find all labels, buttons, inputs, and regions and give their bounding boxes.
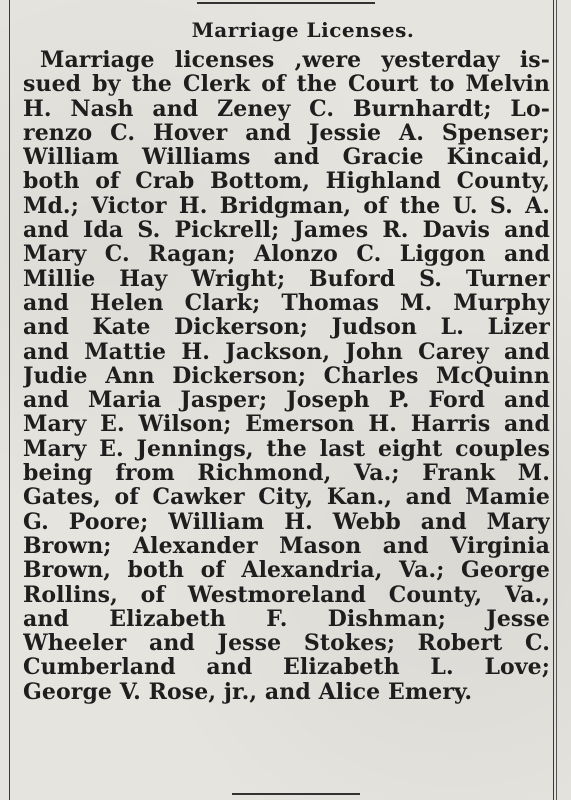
column-rule-left — [9, 0, 10, 800]
body-line: William Williams and Gracie Kincaid, — [23, 145, 550, 170]
body-line: Cumberland and Elizabeth L. Love; — [23, 655, 550, 680]
body-line: Rollins, of Westmoreland County, Va., — [23, 582, 550, 607]
body-line: and Elizabeth F. Dishman; Jesse — [23, 606, 550, 632]
body-line: renzo C. Hover and Jessie A. Spenser; — [23, 120, 550, 146]
body-line: both of Crab Bottom, Highland County, — [23, 169, 550, 194]
body-line: and Maria Jasper; Joseph P. Ford and — [23, 388, 550, 413]
body-line: Judie Ann Dickerson; Charles McQuinn — [23, 363, 550, 389]
body-line: Md.; Victor H. Bridgman, of the U. S. A. — [23, 193, 550, 219]
body-line: and Ida S. Pickrell; James R. Davis and — [23, 218, 550, 243]
body-line: Mary E. Wilson; Emerson H. Harris and — [23, 412, 550, 437]
bottom-divider — [232, 793, 360, 795]
body-line: and Kate Dickerson; Judson L. Lizer — [23, 315, 550, 340]
body-line: George V. Rose, jr., and Alice Emery. — [23, 679, 473, 705]
article-headline: Marriage Licenses. — [191, 18, 415, 42]
body-line: Brown, both of Alexandria, Va.; George — [23, 558, 550, 583]
body-line: Mary E. Jennings, the last eight couples — [23, 436, 550, 462]
article — [23, 14, 550, 705]
body-line: Marriage licenses ,were yesterday is- — [40, 48, 550, 73]
body-line: Brown; Alexander Mason and Virginia — [23, 533, 550, 559]
body-line: Millie Hay Wright; Buford S. Turner — [23, 266, 550, 291]
column-rule-right — [553, 0, 554, 800]
body-line: and Helen Clark; Thomas M. Murphy — [23, 290, 550, 316]
body-line: Gates, of Cawker City, Kan., and Mamie — [23, 485, 550, 510]
body-line: sued by the Clerk of the Court to Melvin — [23, 72, 550, 97]
body-line: H. Nash and Zeney C. Burnhardt; Lo- — [23, 96, 550, 121]
top-divider — [197, 2, 375, 4]
article-body — [23, 48, 550, 705]
body-line: Wheeler and Jesse Stokes; Robert C. — [23, 631, 550, 656]
body-line: G. Poore; William H. Webb and Mary — [23, 509, 550, 534]
body-line: Mary C. Ragan; Alonzo C. Liggon and — [23, 242, 550, 267]
body-line: being from Richmond, Va.; Frank M. — [23, 461, 550, 486]
column-rule-right-outer — [556, 0, 557, 800]
body-line: and Mattie H. Jackson, John Carey and — [23, 339, 550, 364]
